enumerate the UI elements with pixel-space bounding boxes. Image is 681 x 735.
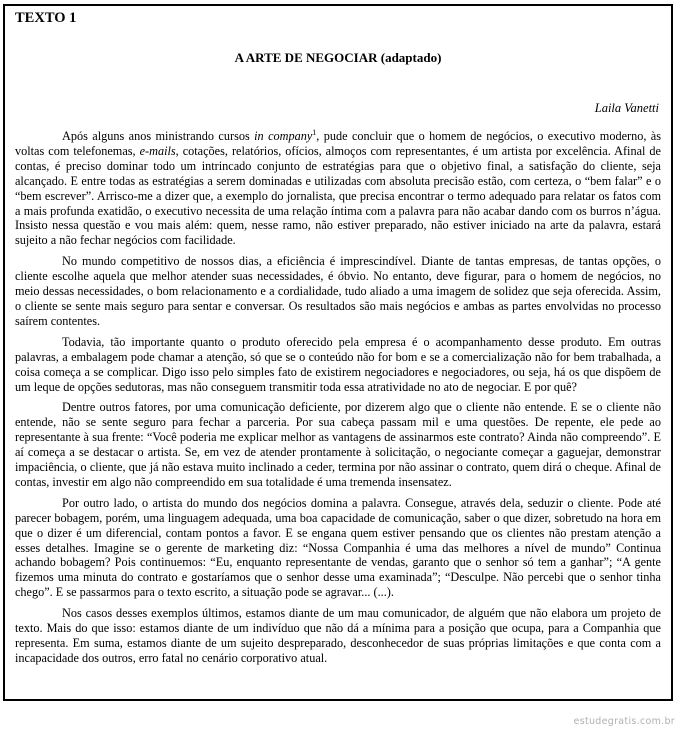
- paragraph-text: Todavia, tão importante quanto o produto oferecido pela empresa é o acompanhamento desse produto. Em outras palavras, a embalagem pode chamar a atenção, só que se o conteúdo não for bom e se a comercialização não for bem trabalhada, a coisa começa a se complicar. Digo isso pelo simples fato de existirem negociadores e negociadores, ou seja, há os que dispõem de um leque de opções sedutoras, mas não conseguem transmitir toda essa atratividade no ato de negociar. E por quê?: [15, 334, 661, 394]
- paragraph: [15, 400, 661, 489]
- text-label: TEXTO 1: [15, 10, 77, 26]
- site-watermark: estudegratis.com.br: [573, 716, 675, 727]
- document-title: A ARTE DE NEGOCIAR (adaptado): [234, 50, 442, 65]
- body-text: [15, 129, 661, 672]
- author-name: Laila Vanetti: [594, 101, 659, 115]
- paragraph: [15, 335, 661, 395]
- paragraph-text: , pude concluir que o homem de negócios, o executivo moderno, às voltas com telefonemas,: [15, 129, 662, 158]
- paragraph-text: Dentre outros fatores, por uma comunicação deficiente, por dizerem algo que o cliente não entende. E se o cliente não entende, não se sente seguro para fechar a parceria. Por sua cabeça passam mil e uma questões. De repente, ele pede ao representante à sua frente: “Você poderia me explicar melhor as vantagens de assinarmos este contrato? Ainda não compreendo”. E aí começa a se destacar o artista. Se, em vez de atender prontamente à solicitação, o negociante começar a gaguejar, demonstrar impaciência, o cliente, que já não estava muito inclinado a ceder, termina por não assinar o contrato, quem dirá o cheque. Afinal de contas, investir em algo não compreendido em sua totalidade é uma tremenda insensatez.: [15, 400, 661, 489]
- paragraph: [15, 254, 661, 329]
- paragraph-text: Nos casos desses exemplos últimos, estamos diante de um mau comunicador, de alguém que não elabora um projeto de texto. Mais do que isso: estamos diante de um indivíduo que não dá a mínima para a posição que ocupa, para a Companhia que representa. Em suma, estamos diante de um sujeito despreparado, desconhecedor de suas próprias limitações e que conta com a incapacidade dos outros, erro fatal no cenário corporativo atual.: [15, 606, 661, 665]
- paragraph-text: No mundo competitivo de nossos dias, a eficiência é imprescindível. Diante de tantas empresas, de tantas opções, o cliente escolhe aquela que melhor atender suas necessidades, é óbvio. No entanto, deve figurar, para o homem de negócios, no meio dessas necessidades, o bom relacionamento e a cordialidade, tudo aliado a uma imagem de solidez que seja oferecida. Assim, o cliente se sente mais seguro para sentar e conversar. Os resultados são mais negócios e ambas as partes envolvidas no processo saírem contentes.: [15, 254, 661, 328]
- italic-text: e-mails: [139, 143, 176, 158]
- document-frame: [3, 4, 673, 701]
- italic-text: in company: [254, 129, 313, 143]
- paragraph: [15, 496, 661, 600]
- footnote-marker: 1: [312, 127, 317, 137]
- paragraph-text: Após alguns anos ministrando cursos: [62, 129, 255, 143]
- paragraph: [15, 129, 661, 248]
- paragraph: [15, 606, 661, 666]
- paragraph-text: Por outro lado, o artista do mundo dos negócios domina a palavra. Consegue, através dela, seduzir o cliente. Pode até parecer bobagem, porém, uma linguagem adequada, uma boa capacidade de comunicação, saber o que dizer, sobretudo na hora em que o dizer é um diferencial, contam pontos a favor. E se engana quem estiver pensando que os clientes não prestam atenção a esses detalhes. Imagine se o gerente de marketing diz: “Nossa Companhia é uma das melhores a nível de mundo” Continua achando bobagem? Pois continuemos: “Eu, enquanto representante de vendas, garanto que o senhor só tem a ganhar”; “A gente fizemos uma minuta do contrato e gostaríamos que o senhor desse uma examinada”; “Desculpe. Não percebi que o senhor tinha chego”. E se passarmos para o texto escrito, a situação pode se agravar... (...).: [15, 495, 661, 600]
- paragraph-text: , cotações, relatórios, ofícios, almoços com representantes, é um artista por excelência. Afinal de contas, é preciso dominar todo um intrincado conjunto de estratégias para que o objetivo final, a satisfação do cliente, seja alcançado. E entre todas as estratégias a serem dominadas e utilizadas com absoluta precisão estão, com certeza, o “bem falar” e o “bem escrever”. Arrisco-me a dizer que, a exemplo do jornalista, que precisa encontrar o termo adequado para relatar os fatos com a mais profunda exatidão, o executivo necessita de uma relação íntima com a palavra para não acabar dando com os burros n’água. Insisto nessa questão e vou mais além: quem, nesse ramo, não estiver preparado, não estiver iniciado na arte da palavra, estará sujeito a não fechar negócios com facilidade.: [15, 143, 661, 248]
